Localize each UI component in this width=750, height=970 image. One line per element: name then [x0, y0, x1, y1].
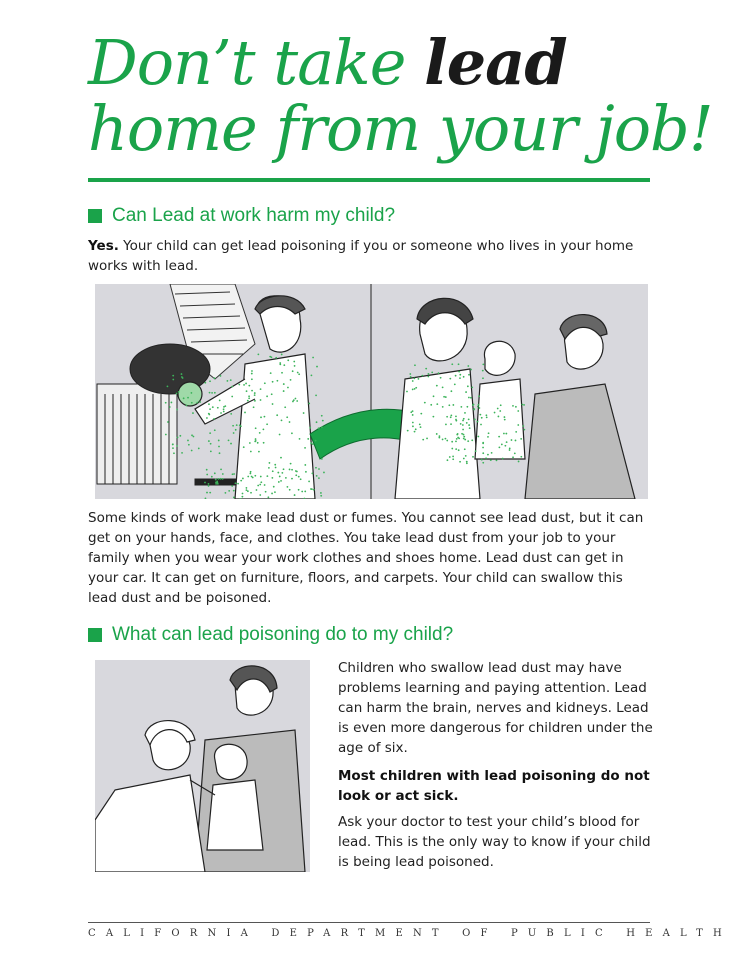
section1-intro-bold: Yes.	[88, 238, 119, 254]
footer-agency: CALIFORNIA DEPARTMENT OF PUBLIC HEALTH	[88, 928, 732, 939]
section2-heading	[88, 624, 453, 646]
section1-body: Some kinds of work make lead dust or fumes. You cannot see lead dust, but it can get on your hands, face, and clothes. You take lead dust from your job to your family when you wear your work clothes and shoes home. Lead dust can get in your car. It can get on furniture, floors, and carpets. Your child can swallow this lead dust and be poisoned.	[88, 510, 644, 606]
title-part1: Don’t take	[88, 26, 425, 99]
section1-heading-text: Can Lead at work harm my child?	[112, 205, 396, 226]
section1-heading	[88, 205, 395, 227]
bullet-square-icon	[88, 209, 102, 223]
lead-dust-illustration-icon	[95, 284, 648, 499]
doctor-child-illustration	[95, 660, 310, 872]
section2-paragraph-2: Most children with lead poisoning do not look or act sick.	[338, 768, 650, 804]
doctor-exam-illustration-icon	[95, 660, 310, 872]
section2-paragraph-1: Children who swallow lead dust may have problems learning and paying attention. Lead can harm the brain, nerves and kidneys. Lead is even more dangerous for children under the age of six.	[338, 660, 653, 756]
section2-heading-text: What can lead poisoning do to my child?	[112, 624, 454, 645]
title-divider	[88, 178, 650, 182]
work-to-home-illustration	[95, 284, 648, 499]
title-line-2: home from your job!	[88, 92, 713, 165]
bullet-square-icon	[88, 628, 102, 642]
section2-paragraph-3: Ask your doctor to test your child’s blood for lead. This is the only way to know if your child is being lead poisoned.	[338, 814, 651, 870]
title-line-1	[88, 26, 668, 99]
footer-divider	[88, 922, 650, 923]
section1-intro	[88, 236, 650, 276]
title-lead-word: lead	[424, 26, 567, 99]
section1-intro-text: Your child can get lead poisoning if you or someone who lives in your home works with lead.	[88, 238, 634, 274]
page-title	[88, 26, 713, 165]
